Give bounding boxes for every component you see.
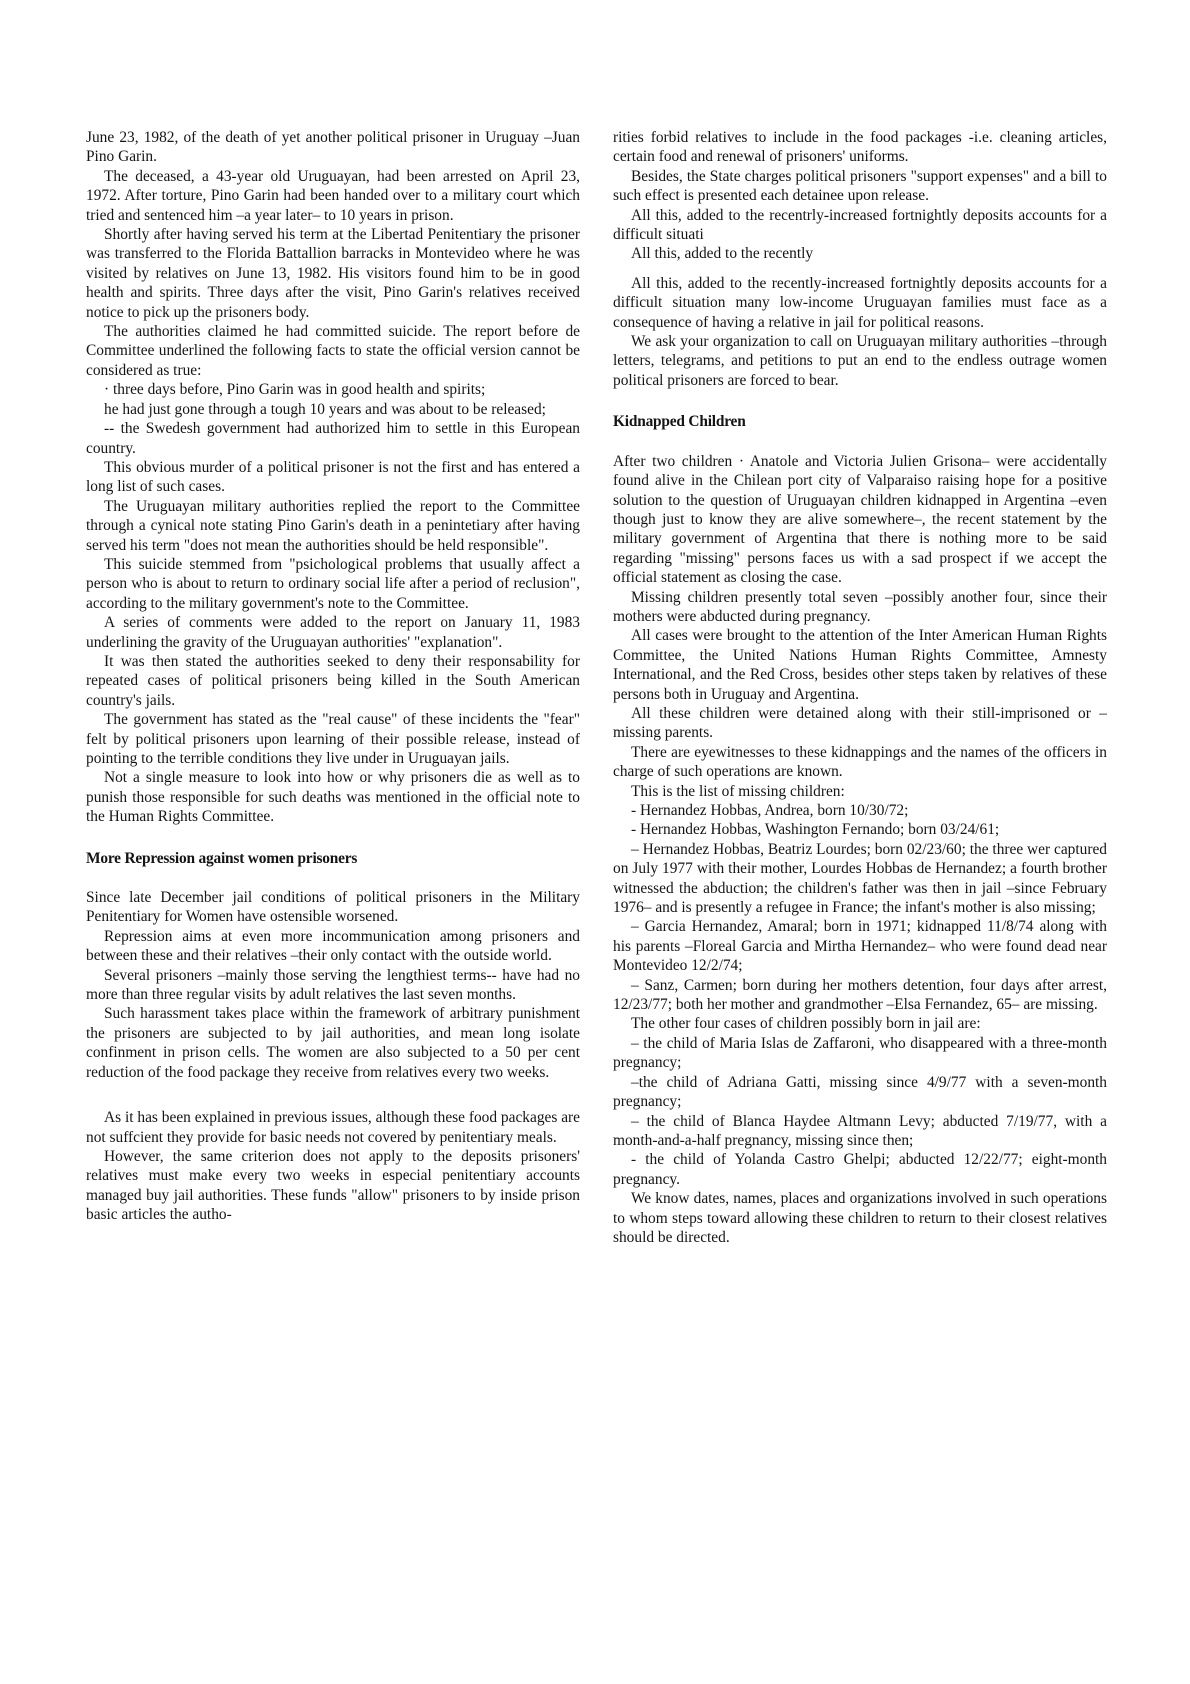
paragraph: Since late December jail conditions of political prisoners in the Military Penitentiary for Women have ostensible worsened. [86, 889, 580, 926]
spacer [86, 1082, 580, 1108]
paragraph: Missing children presently total seven –possibly another four, since their mothers were abducted during pregnancy. [613, 588, 1107, 625]
paragraph: Several prisoners –mainly those serving the lengthiest terms-- have had no more than three regular visits by adult relatives the last seven months. [86, 966, 580, 1004]
paragraph: The government has stated as the "real cause" of these incidents the "fear" felt by political prisoners upon learning of their possible release, instead of pointing to the terrible conditions they live under in Uruguayan jails. [86, 711, 580, 767]
paragraph: We ask your organization to call on Uruguayan military authorities –through letters, telegrams, and petitions to put an end to the endless outrage women political prisoners are forced to bear. [613, 333, 1107, 389]
list-item: – Garcia Hernandez, Amaral; born in 1971; kidnapped 11/8/74 along with his parents –Floreal Garcia and Mirtha Hernandez– who were found dead near Montevideo 12/2/74; [613, 918, 1107, 975]
paragraph: This is the list of missing children: [631, 782, 845, 800]
spacer [613, 264, 1107, 274]
list-item: - Hernandez Hobbas, Andrea, born 10/30/72; [631, 802, 909, 819]
right-column [613, 128, 1107, 1247]
paragraph: However, the same criterion does not apply to the deposits prisoners' relatives must make every two weeks in especial penitentiary accounts managed buy jail authorities. These funds "allow" prisoners to by inside prison basic articles the autho- [86, 1147, 580, 1224]
list-item: - the child of Yolanda Castro Ghelpi; abducted 12/22/77; eight-month pregnancy. [613, 1151, 1107, 1188]
paragraph: It was then stated the authorities seeked to deny their responsability for repeated cases of political prisoners being killed in the South American country's jails. [86, 652, 580, 709]
paragraph: The Uruguayan military authorities replied the report to the Committee through a cynical note stating Pino Garin's death in a penintetiary after having served his term "does not mean the authorities should be held responsible". [86, 497, 580, 554]
list-item: · three days before, Pino Garin was in good health and spirits; [104, 381, 486, 399]
paragraph: Besides, the State charges political prisoners "support expenses" and a bill to such effect is presented each detainee upon release. [613, 167, 1107, 205]
list-item: –the child of Adriana Gatti, missing since 4/9/77 with a seven-month pregnancy; [613, 1073, 1107, 1111]
paragraph: A series of comments were added to the report on January 11, 1983 underlining the gravity of the Uruguayan authorities' "explanation". [86, 614, 580, 651]
paragraph: The authorities claimed he had committed suicide. The report before de Committee underlined the following facts to state the official version cannot be considered as true: [86, 323, 580, 379]
paragraph: rities forbid relatives to include in the food packages -i.e. cleaning articles, certain food and renewal of prisoners' uniforms. [613, 129, 1107, 166]
paragraph: Such harassment takes place within the framework of arbitrary punishment the prisoners are subjected to by jail authorities, and mean long isolate confinment in prison cells. The women are also subjected to a 50 per cent reduction of the food package they receive from relatives every two weeks. [86, 1005, 580, 1081]
paragraph: June 23, 1982, of the death of yet another political prisoner in Uruguay –Juan Pino Garin. [86, 129, 580, 166]
paragraph: As it has been explained in previous issues, although these food packages are not suffcient they provide for basic needs not covered by penitentiary meals. [86, 1109, 580, 1146]
paragraph: After two children · Anatole and Victoria Julien Grisona– were accidentally found alive in the Chilean port city of Valparaiso raising hope for a positive solution to the question of Uruguayan children kidnapped in Argentina –even though just to know they are alive somewhere–, the recent statement by the military government of Argentina that there is nothing more to be said regarding "missing" persons faces us with a sad prospect if we accept the official statement as closing the case. [613, 452, 1107, 587]
paragraph: All this, added to the recently-increased fortnightly deposits accounts for a difficult situation many low-income Uruguayan families must face as a consequence of having a relative in jail for political reasons. [613, 274, 1107, 331]
section-heading: More Repression against women prisoners [86, 849, 358, 867]
left-column [86, 128, 580, 1225]
list-item: – the child of Maria Islas de Zaffaroni, who disappeared with a three-month pregnancy; [613, 1034, 1107, 1072]
paragraph: This suicide stemmed from "psichological problems that usually affect a person who is about to return to ordinary social life after a period of reclusion", according to the military government's note to the Committee. [86, 555, 580, 612]
list-item: -- the Swedesh government had authorized him to settle in this European country. [86, 420, 580, 457]
paragraph: All these children were detained along with their still-imprisoned or –missing parents. [613, 704, 1107, 742]
paragraph: All cases were brought to the attention of the Inter American Human Rights Committee, the United Nations Human Rights Committee, Amnesty International, and the Red Cross, besides other steps taken by relatives of these persons both in Uruguay and Argentina. [613, 627, 1107, 703]
paragraph: The deceased, a 43-year old Uruguayan, had been arrested on April 23, 1972. After torture, Pino Garin had been handed over to a military court which tried and sentenced him –a year later– to 10 years in prison. [86, 167, 580, 224]
list-item: – Sanz, Carmen; born during her mothers detention, four days after arrest, 12/23/77; both her mother and grandmother –Elsa Fernandez, 65– are missing. [613, 976, 1107, 1014]
paragraph: Shortly after having served his term at the Libertad Penitentiary the prisoner was transferred to the Florida Battallion barracks in Montevideo where he was visited by relatives on June 13, 1982. His visitors found him to be in good health and spirits. Three days after the visit, Pino Garin's relatives received notice to pick up the prisoners body. [86, 226, 580, 321]
paragraph: Repression aims at even more incommunication among prisoners and between these and their relatives –their only contact with the outside world. [86, 927, 580, 965]
paragraph: This obvious murder of a political prisoner is not the first and has entered a long list of such cases. [86, 458, 580, 496]
paragraph: We know dates, names, places and organizations involved in such operations to whom steps toward allowing these children to return to their closest relatives should be directed. [613, 1190, 1107, 1246]
paragraph: The other four cases of children possibly born in jail are: [631, 1015, 981, 1033]
paragraph: There are eyewitnesses to these kidnappings and the names of the officers in charge of such operations are known. [613, 743, 1107, 781]
section-heading: Kidnapped Children [613, 413, 746, 431]
list-item: - Hernandez Hobbas, Washington Fernando; born 03/24/61; [631, 821, 1000, 839]
list-item: he had just gone through a tough 10 years and was about to be released; [104, 400, 546, 418]
paragraph: Not a single measure to look into how or why prisoners die as well as to punish those responsible for such deaths was mentioned in the official note to the Human Rights Committee. [86, 769, 580, 826]
list-item: – the child of Blanca Haydee Altmann Levy; abducted 7/19/77, with a month-and-a-half pregnancy, missing since then; [613, 1112, 1107, 1149]
list-item: – Hernandez Hobbas, Beatriz Lourdes; born 02/23/60; the three wer captured on July 1977 with their mother, Lourdes Hobbas de Hernandez; a fourth brother witnessed the abduction; the children's father was then in jail –since February 1976– and is presently a refugee in France; the infant's mother is also missing; [613, 840, 1107, 917]
paragraph: All this, added to the recentrly-increased fortnightly deposits accounts for a difficult situati [613, 206, 1107, 244]
paragraph: All this, added to the recently [631, 245, 814, 263]
